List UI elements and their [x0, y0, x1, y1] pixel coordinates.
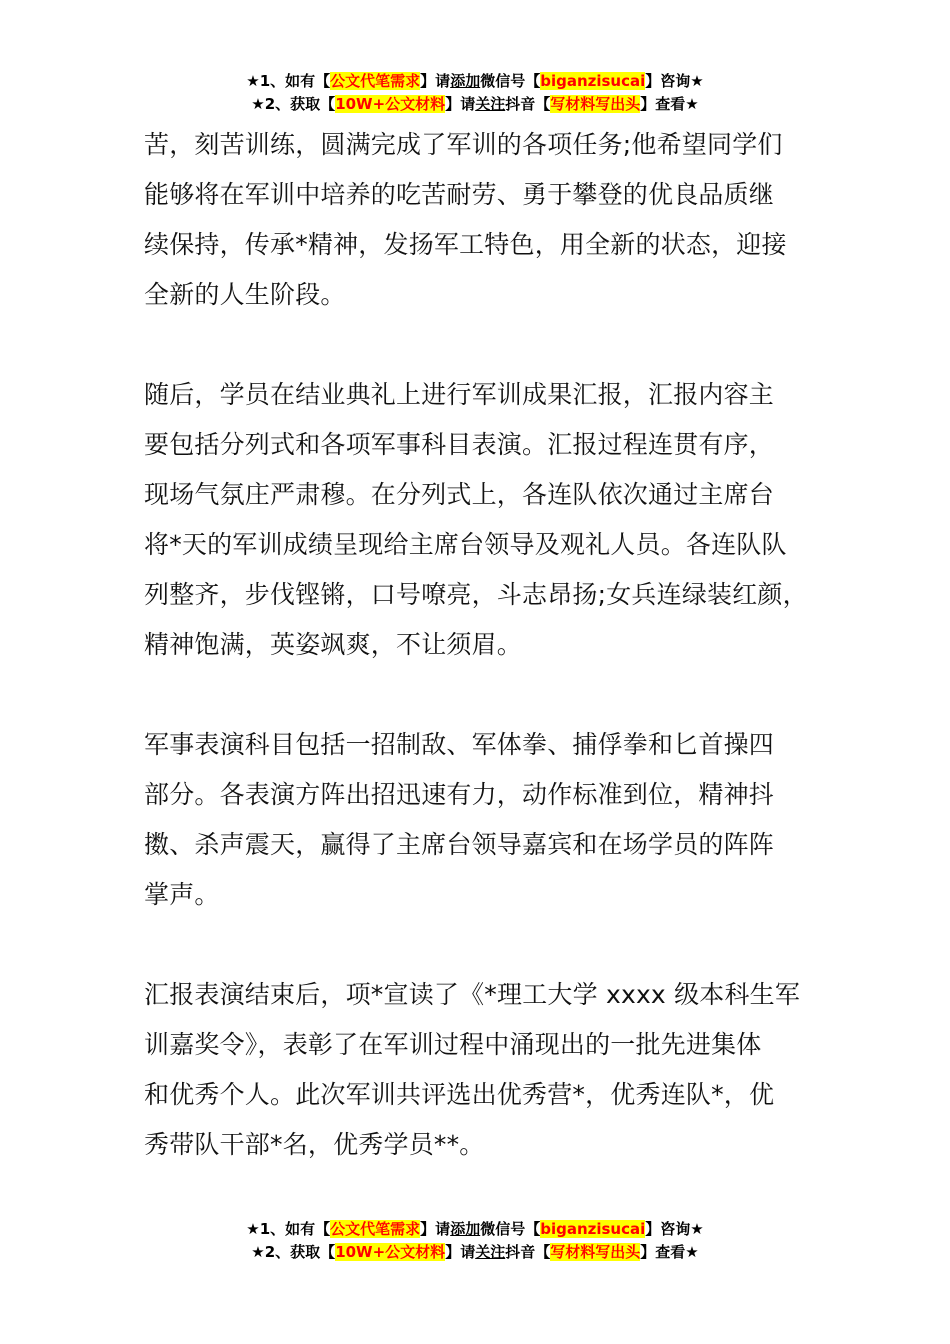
paragraph: 军事表演科目包括一招制敌、军体拳、捕俘拳和匕首操四 部分。各表演方阵出招迅速有力，动作标准到位，精神抖 擞、杀声震天，赢得了主席台领导嘉宾和在场学员的阵阵 掌声。 — [144, 730, 775, 909]
banner-text: ★1、如有【 — [246, 1220, 331, 1238]
paragraph: 随后，学员在结业典礼上进行军训成果汇报，汇报内容主 要包括分列式和各项军事科目表演。汇报过程连贯有序， 现场气氛庄严肃穆。在分列式上，各连队依次通过主席台 将*天的军训成绩呈现给主席台领导及观礼人员。各连队队 列整齐，步伐铿锵，口号嘹亮，斗志昂扬;女兵连绿装红颜， 精神饱满，英姿飒爽，不让须眉。 — [144, 380, 808, 659]
paragraph: 汇报表演结束后，项*宣读了《*理工大学 xxxx 级本科生军 训嘉奖令》，表彰了在军训过程中涌现出的一批先进集体 和优秀个人。此次军训共评选出优秀营*，优秀连队*，优 秀带队干部*名，优秀学员**。 — [144, 980, 801, 1159]
banner-text: 】请 — [420, 72, 451, 90]
banner-highlight: 10W+公文材料 — [335, 95, 446, 113]
footer-banner — [0, 1218, 950, 1264]
header-banner — [0, 70, 950, 116]
banner-underline: 关注 — [475, 95, 506, 113]
banner-text: 】查看★ — [640, 95, 699, 113]
banner-highlight: 写材料写出头 — [550, 1243, 641, 1261]
banner-highlight: 10W+公文材料 — [335, 1243, 446, 1261]
banner-text: 】咨询★ — [645, 72, 704, 90]
banner-highlight: 写材料写出头 — [550, 95, 641, 113]
banner-highlight: 公文代笔需求 — [330, 1220, 421, 1238]
banner-text: 微信号【 — [480, 72, 541, 90]
banner-line-2 — [0, 1241, 950, 1264]
banner-text: ★2、获取【 — [251, 95, 336, 113]
banner-underline: 关注 — [475, 1243, 506, 1261]
banner-highlight: 公文代笔需求 — [330, 72, 421, 90]
banner-text: 抖音【 — [505, 95, 551, 113]
banner-highlight: biganzisucai — [540, 1220, 646, 1238]
banner-text: ★1、如有【 — [246, 72, 331, 90]
banner-underline: 添加 — [450, 1220, 481, 1238]
banner-text: 抖音【 — [505, 1243, 551, 1261]
banner-underline: 添加 — [450, 72, 481, 90]
banner-line-1 — [0, 1218, 950, 1241]
banner-text: 】查看★ — [640, 1243, 699, 1261]
document-body — [144, 120, 834, 1220]
banner-text: 】咨询★ — [645, 1220, 704, 1238]
banner-text: 】请 — [420, 1220, 451, 1238]
paragraph: 苦，刻苦训练，圆满完成了军训的各项任务;他希望同学们 能够将在军训中培养的吃苦耐劳、勇于攀登的优良品质继 续保持，传承*精神，发扬军工特色，用全新的状态，迎接 全新的人生阶段。 — [144, 130, 787, 309]
banner-text: 】请 — [445, 95, 476, 113]
banner-line-2 — [0, 93, 950, 116]
banner-highlight: biganzisucai — [540, 72, 646, 90]
banner-text: 微信号【 — [480, 1220, 541, 1238]
banner-line-1 — [0, 70, 950, 93]
banner-text: 】请 — [445, 1243, 476, 1261]
banner-text: ★2、获取【 — [251, 1243, 336, 1261]
